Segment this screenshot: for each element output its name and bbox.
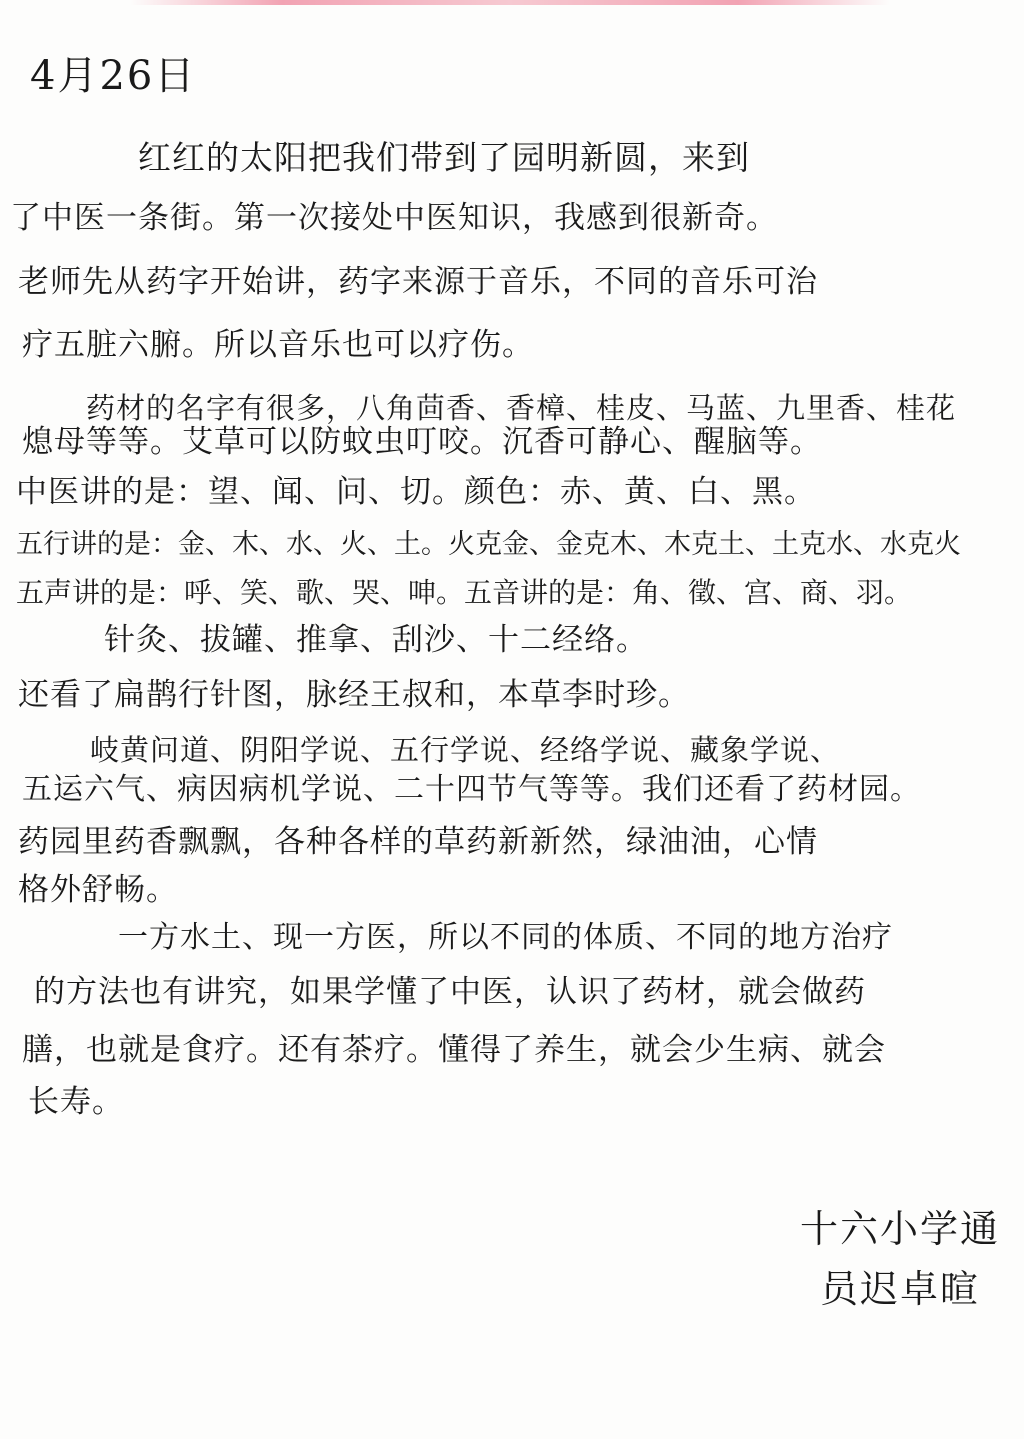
letter-line: 药材的名字有很多，八角茴香、香樟、桂皮、马蓝、九里香、桂花 [86,391,957,425]
letter-line: 五声讲的是：呼、笑、歌、哭、呻。五音讲的是：角、徵、宫、商、羽。 [16,576,913,609]
letter-line: 膳，也就是食疗。还有茶疗。懂得了养生，就会少生病、就会 [22,1032,886,1068]
letter-line: 长寿。 [28,1084,124,1120]
letter-line: 药园里药香飘飘，各种各样的草药新新然，绿油油，心情 [18,824,818,860]
letter-line: 中医讲的是：望、闻、问、切。颜色：赤、黄、白、黑。 [16,474,816,510]
paper-edge-mark [130,0,890,5]
letter-line: 岐黄问道、阴阳学说、五行学说、经络学说、藏象学说、 [90,733,841,767]
letter-line: 老师先从药字开始讲，药字来源于音乐，不同的音乐可治 [18,264,818,300]
letter-line: 一方水土、现一方医，所以不同的体质、不同的地方治疗 [118,920,893,955]
signature-school: 十六小学通 [800,1207,1001,1251]
letter-line: 还看了扁鹊行针图，脉经王叔和，本草李时珍。 [18,677,690,713]
letter-date: 4月26日 [30,53,197,99]
letter-line: 疗五脏六腑。所以音乐也可以疗伤。 [22,327,534,363]
letter-line: 了中医一条街。第一次接处中医知识，我感到很新奇。 [10,200,778,236]
letter-line: 格外舒畅。 [18,872,178,908]
signature-name: 员迟卓暄 [820,1267,981,1311]
letter-line: 五行讲的是：金、木、水、火、土。火克金、金克木、木克土、土克水、水克火 [16,529,961,560]
letter-line: 红红的太阳把我们带到了园明新圆，来到 [138,138,750,177]
letter-line: 针灸、拔罐、推拿、刮沙、十二经络。 [104,622,648,658]
letter-line: 五运六气、病因病机学说、二十四节气等等。我们还看了药材园。 [22,772,921,807]
letter-line: 熄母等等。艾草可以防蚊虫叮咬。沉香可静心、醒脑等。 [22,424,822,460]
letter-line: 的方法也有讲究，如果学懂了中医，认识了药材，就会做药 [34,974,866,1010]
